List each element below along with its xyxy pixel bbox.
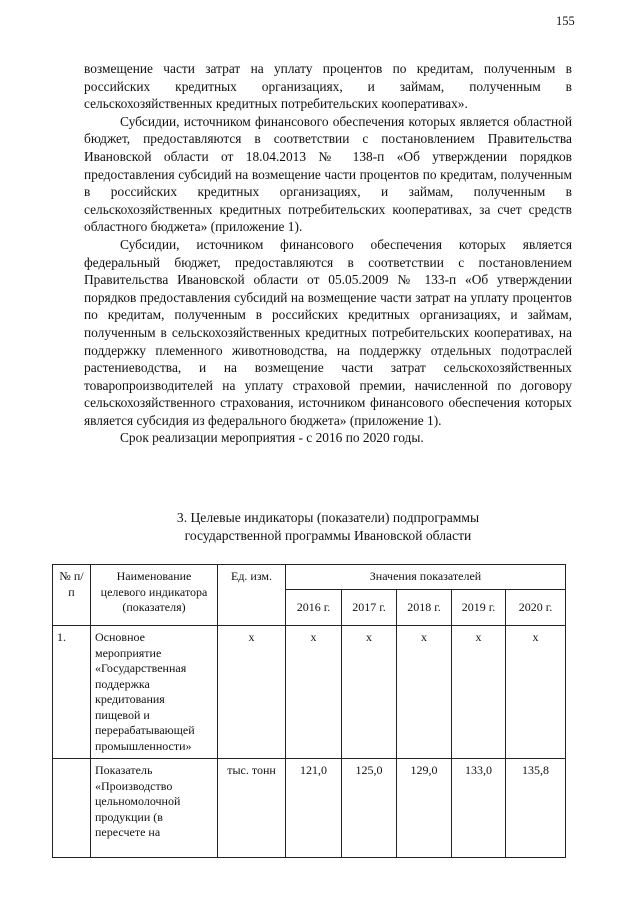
row-value: 133,0 [452, 759, 506, 858]
row-value: 125,0 [342, 759, 397, 858]
header-year: 2016 г. [286, 589, 342, 626]
paragraph-federal-subsidies: Субсидии, источником финансового обеспечения которых является федеральный бюджет, предоставляются в соответствии с постановлением Правительства Ивановской области от 05.05.2009 № 133-п «Об утверждении порядков предоставления субсидий на возмещение части затрат на уплату процентов по кредитам, полученным в российских кредитных организациях, и займам, полученным в сельскохозяйственных кредитных потребительских кооперативах, на поддержку племенного животноводства, на поддержку отдельных подотраслей растениеводства, и на возмещение части затрат сельскохозяйственных товаропроизводителей на уплату страховой премии, начисленной по договору сельскохозяйственного страхования, источником финансового обеспечения которых является субсидия из федерального бюджета» (приложение 1). [84, 236, 572, 428]
header-year: 2020 г. [506, 589, 566, 626]
row-value: 135,8 [506, 759, 566, 858]
header-values-group: Значения показателей [286, 565, 566, 590]
row-unit: х [218, 626, 286, 759]
table-row [53, 759, 566, 858]
row-value: х [452, 626, 506, 759]
row-name: Основное мероприятие «Государственная поддержка кредитования пищевой и перерабатывающей промышленности» [91, 626, 218, 759]
section-heading [84, 509, 572, 545]
section-heading-line1: 3. Целевые индикаторы (показатели) подпрограммы [176, 510, 480, 525]
table-row [53, 626, 566, 759]
page-number: 155 [556, 14, 575, 28]
row-value: х [506, 626, 566, 759]
paragraph-continuation: возмещение части затрат на уплату процентов по кредитам, полученным в российских кредитных организациях, и займам, полученным в сельскохозяйственных кредитных потребительских кооперативах». [84, 61, 572, 112]
row-name: Показатель «Производство цельномолочной продукции (в пересчете на [91, 759, 218, 858]
row-num [53, 759, 91, 858]
paragraph-regional-subsidies: Субсидии, источником финансового обеспечения которых является областной бюджет, предоставляются в соответствии с постановлением Правительства Ивановской области от 18.04.2013 № 138-п «Об утверждении порядков предоставления субсидий на возмещение части процентов по кредитам, полученным в российских кредитных организациях, и займам, полученным в сельскохозяйственных кредитных потребительских кооперативах, за счет средств областного бюджета» (приложение 1). [84, 113, 572, 235]
row-unit: тыс. тонн [218, 759, 286, 858]
row-num: 1. [53, 626, 91, 759]
header-unit: Ед. изм. [218, 565, 286, 626]
row-value: 129,0 [397, 759, 452, 858]
header-name: Наименование целевого индикатора (показателя) [91, 565, 218, 626]
table-header-row [53, 565, 566, 590]
row-value: х [286, 626, 342, 759]
indicators-table [52, 564, 566, 858]
header-year: 2019 г. [452, 589, 506, 626]
body-text [84, 60, 572, 447]
header-year: 2018 г. [397, 589, 452, 626]
row-value: 121,0 [286, 759, 342, 858]
header-num: № п/п [53, 565, 91, 626]
header-year: 2017 г. [342, 589, 397, 626]
row-value: х [342, 626, 397, 759]
paragraph-period: Срок реализации мероприятия - с 2016 по 2020 годы. [120, 430, 424, 446]
row-value: х [397, 626, 452, 759]
section-heading-line2: государственной программы Ивановской области [184, 528, 472, 543]
